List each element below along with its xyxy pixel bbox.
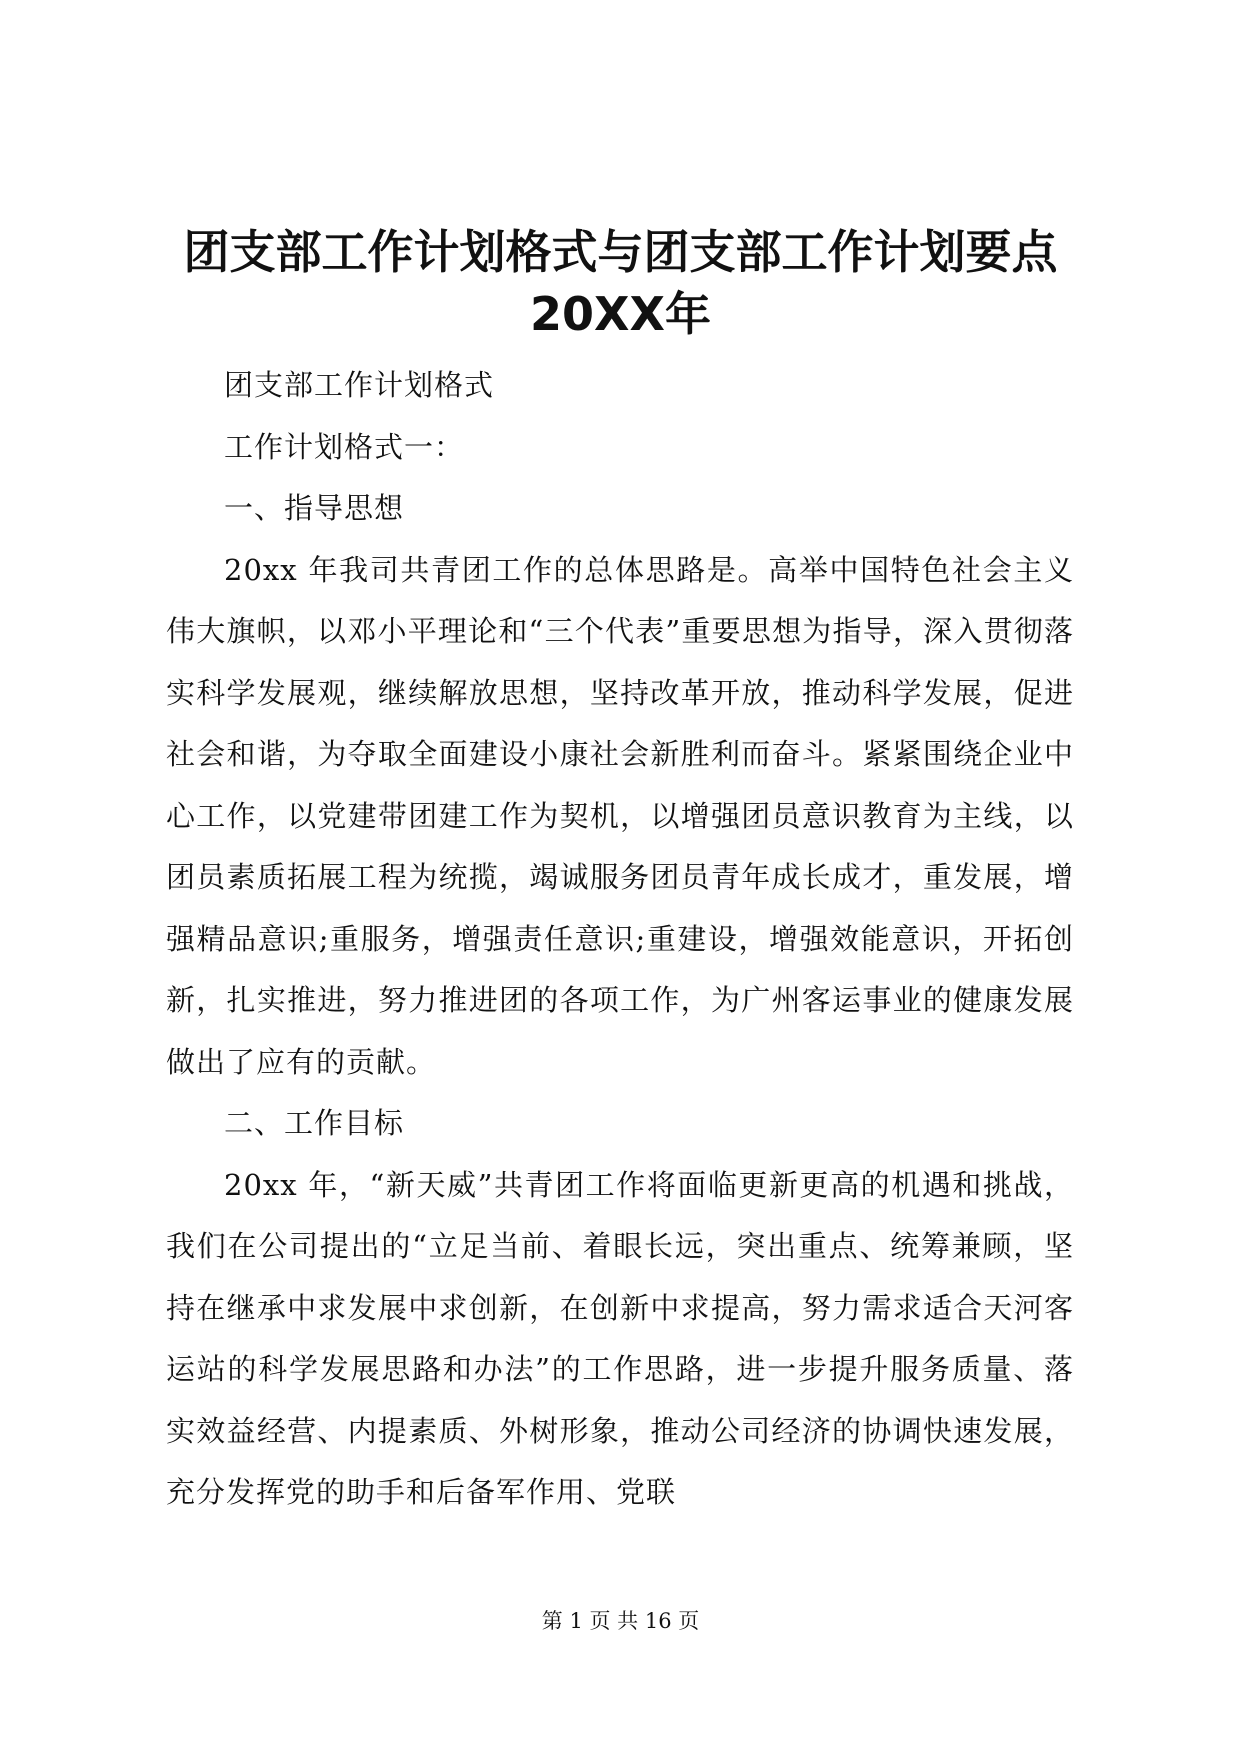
page-number-footer: 第 1 页 共 16 页 (541, 1609, 700, 1633)
paragraph-work-goals-body: 20xx 年，“新天威”共青团工作将面临更新更高的机遇和挑战，我们在公司提出的“立足当前、着眼长远，突出重点、统筹兼顾，坚持在继承中求发展中求创新，在创新中求提高，努力需求适合天河客运站的科学发展思路和办法”的工作思路，进一步提升服务质量、落实效益经营、内提素质、外树形象，推动公司经济的协调快速发展，充分发挥党的助手和后备军作用、党联 (166, 1167, 1074, 1509)
document-title-line-2: 20XX年 (530, 287, 711, 341)
paragraph-heading-guiding-thought: 一、指导思想 (224, 491, 405, 525)
document-title-line-1: 团支部工作计划格式与团支部工作计划要点 (183, 225, 1058, 279)
paragraph-heading-work-goals: 二、工作目标 (224, 1106, 405, 1140)
paragraph-format-one: 工作计划格式一： (224, 429, 465, 464)
paragraph-guiding-thought-body: 20xx 年我司共青团工作的总体思路是。高举中国特色社会主义伟大旗帜，以邓小平理论和“三个代表”重要思想为指导，深入贯彻落实科学发展观，继续解放思想，坚持改革开放，推动科学发展，促进社会和谐，为夺取全面建设小康社会新胜利而奋斗。紧紧围绕企业中心工作，以党建带团建工作为契机，以增强团员意识教育为主线，以团员素质拓展工程为统揽，竭诚服务团员青年成长成才，重发展，增强精品意识;重服务，增强责任意识;重建设，增强效能意识，开拓创新，扎实推进，努力推进团的各项工作，为广州客运事业的健康发展做出了应有的贡献。 (166, 552, 1074, 1079)
document-body (166, 355, 1074, 1524)
paragraph-section-heading: 团支部工作计划格式 (224, 368, 495, 402)
